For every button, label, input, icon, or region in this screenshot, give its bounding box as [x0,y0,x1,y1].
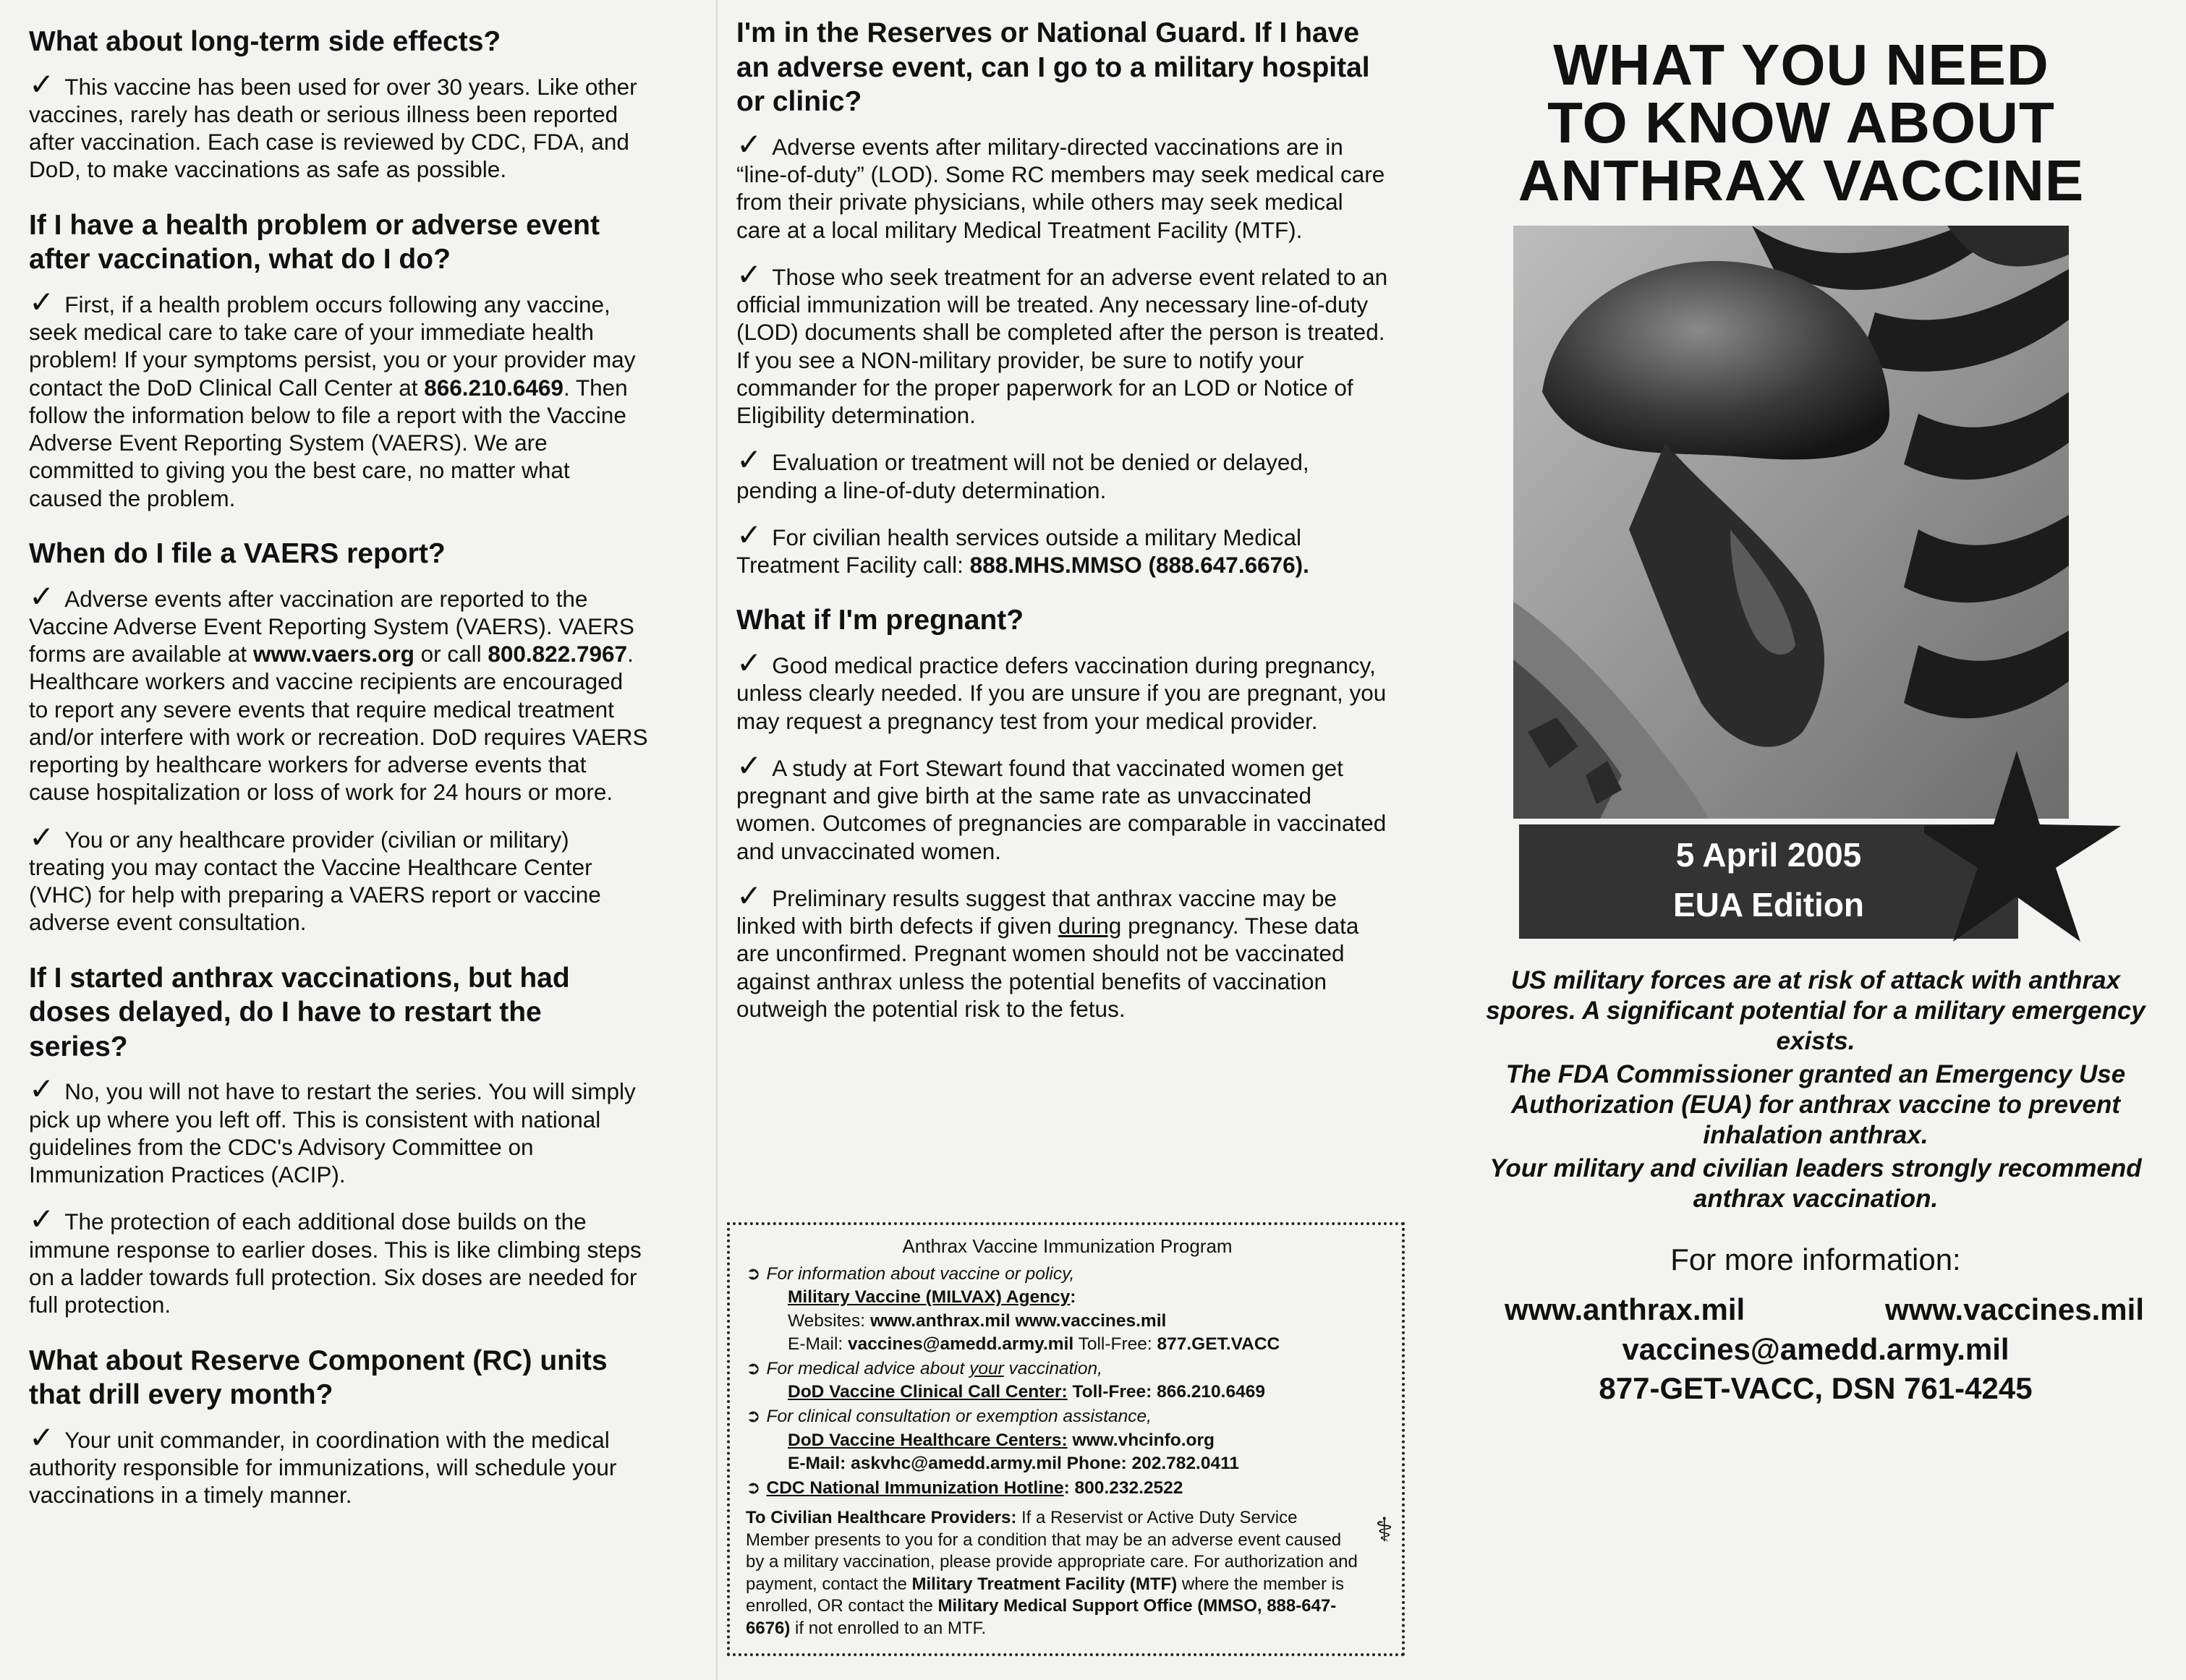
section-pregnant [736,603,1389,1023]
bullet-item [736,516,1389,579]
bullet-text: A study at Fort Stewart found that vaccinated women get pregnant and give birth at the same rate as unvaccinated women. Outcomes of pregnancies are comparable in vaccinated and unvaccinated women. [736,754,1387,864]
vhc-contact: E-Mail: askvhc@amedd.army.mil Phone: 202.782.0411 [788,1454,1239,1474]
cdc-hotline-link[interactable]: CDC National Immunization Hotline [766,1478,1064,1498]
bullet-item [736,256,1389,430]
anthrax-website[interactable]: www.anthrax.mil [1505,1292,1745,1326]
star-icon [1924,745,2127,947]
box-title: Anthrax Vaccine Immunization Program [902,1235,1233,1257]
entry-intro: For clinical consultation or exemption assistance, [766,1407,1152,1427]
arrow-bullet-icon: ➲ [746,1357,761,1378]
call-center-link[interactable]: DoD Vaccine Clinical Call Center: [788,1382,1068,1402]
label: E-Mail: [788,1334,849,1355]
note-bold: Military Medical Support Office (MMSO, 888-647-6676) [746,1596,1337,1638]
bullet-text: No, you will not have to restart the series. You will simply pick up where you left off. This is consistent with national guidelines from the CDC's Advisory Committee on Immunization Practices (ACIP). [29,1078,636,1188]
milvax-email[interactable]: vaccines@amedd.army.mil [848,1334,1074,1355]
bullet-item [736,877,1389,1023]
bullet-text: You or any healthcare provider (civilian or military) treating you may contact the Vaccine Healthcare Center (VHC) for help with preparing a VAERS report or vaccine adverse event consultation. [29,826,601,936]
more-info-label: For more information: [1670,1242,1961,1276]
entry-intro: vaccination, [1003,1358,1102,1378]
milvax-agency-link[interactable]: Military Vaccine (MILVAX) Agency [788,1287,1071,1308]
bullet-text: Good medical practice defers vaccination during pregnancy, unless clearly needed. If you are unsure if you are pregnant, you may request a pregnancy test from your medical provider. [736,652,1387,734]
bullet-text: This vaccine has been used for over 30 years. Like other vaccines, rarely has death or serious illness been reported after vaccination. Each case is reviewed by CDC, FDA, and DoD, to make vaccinations as safe as possible. [29,73,637,183]
bullet-item [736,645,1389,735]
check-mark-icon: ✓ [736,442,762,478]
recommendation-text: Your military and civilian leaders strongly recommend anthrax vaccination. [1489,1154,2142,1213]
check-mark-icon: ✓ [29,1071,55,1107]
vhc-website[interactable]: www.vhcinfo.org [1067,1430,1215,1450]
underlined-word: your [969,1358,1004,1378]
section-reserve-component [29,1344,648,1509]
entry-intro: For information about vaccine or policy, [766,1263,1075,1284]
soldier-flag-photo [1513,226,2069,819]
box-entry-milvax [746,1262,1389,1357]
check-mark-icon: ✓ [736,747,762,783]
box-entry-cdc [746,1476,1389,1501]
vaers-phone: 800.822.7967 [488,641,628,668]
cover-title [1468,33,2134,213]
check-mark-icon: ✓ [736,516,762,553]
check-mark-icon: ✓ [29,1419,55,1455]
section-heading: What about Reserve Component (RC) units that drill every month? [29,1344,608,1411]
bullet-text: Preliminary results suggest that anthrax vaccine may be linked with birth defects if given [736,884,1337,939]
check-mark-icon: ✓ [736,126,762,162]
section-health-problem [29,208,648,512]
check-mark-icon: ✓ [736,256,762,292]
section-heading: If I started anthrax vaccinations, but had doses delayed, do I have to restart the series? [29,962,570,1062]
edition-name: EUA Edition [1672,886,1865,924]
eua-text: The FDA Commissioner granted an Emergency Use Authorization (EUA) for anthrax vaccine to prevent inhalation anthrax. [1505,1060,2126,1149]
section-heading: What about long-term side effects? [29,26,501,57]
section-reserves-guard [736,16,1389,579]
title-line: ANTHRAX VACCINE [1518,148,2085,213]
bullet-text: Adverse events after military-directed vaccinations are in “line-of-duty” (LOD). Some RC members may seek medical care from their private physicians, while others may seek medical care at a local military Medical Treatment Facility (MTF). [736,133,1385,243]
milvax-websites[interactable]: www.anthrax.mil www.vaccines.mil [869,1310,1167,1331]
bullet-item [29,1201,648,1318]
check-mark-icon: ✓ [29,819,55,855]
website-row [1483,1290,2148,1330]
bullet-text: The protection of each additional dose builds on the immune response to earlier doses. This is like climbing steps on a ladder towards full protection. Six doses are needed for full protection. [29,1208,642,1318]
risk-statement [1483,965,2148,1217]
bullet-item [736,126,1389,244]
bullet-text: First, if a health problem occurs following any vaccine, seek medical care to take care of your immediate health problem! If your symptoms persist, you or your provider may contact the DoD Clinical Call Center at [29,291,636,401]
label: Toll-Free: [1073,1334,1157,1355]
entry-intro: For medical advice about [766,1358,970,1378]
bullet-text: Evaluation or treatment will not be denied or delayed, pending a line-of-duty determination. [736,449,1309,503]
note-label: To Civilian Healthcare Providers: [746,1508,1017,1528]
bullet-text: or call [414,641,488,668]
section-doses-delayed [29,961,648,1319]
underlined-word: during [1058,913,1122,939]
bullet-text: . Then follow the information below to file a report with the Vaccine Adverse Event Reporting System (VAERS). We are committed to giving you the best care, no matter what caused the problem. [29,374,628,511]
note-text: If a Reservist or Active Duty Service Member presents to you for a condition that may be an adverse event caused by a military vaccination, please provide appropriate care. For authorization and payment, contact the [746,1508,1358,1594]
bullet-item [29,66,648,184]
vaccines-website[interactable]: www.vaccines.mil [1885,1292,2144,1326]
milvax-tollfree: 877.GET.VACC [1157,1334,1280,1355]
photo-illustration [1513,226,2069,819]
bullet-item [29,1419,648,1509]
section-vaers-report [29,537,648,937]
call-center-tollfree: Toll-Free: 866.210.6469 [1067,1382,1265,1402]
contact-phone: 877-GET-VACC, DSN 761-4245 [1599,1371,2033,1406]
label: Websites: [788,1310,870,1331]
bullet-text: Adverse events after vaccination are reported to the Vaccine Adverse Event Reporting System (VAERS). VAERS forms are available at [29,585,634,668]
check-mark-icon: ✓ [29,283,55,320]
title-line: WHAT YOU NEED [1553,33,2049,97]
call-center-phone: 866.210.6469 [424,374,563,401]
bullet-text: . Healthcare workers and vaccine recipients are encouraged to report any severe events that require medical treatment and/or interfere with work or recreation. DoD requires VAERS reporting by healthcare workers for adverse events that cause hospitalization or loss of work for 24 hours or more. [29,641,648,806]
section-heading: When do I file a VAERS report? [29,537,446,569]
arrow-bullet-icon: ➲ [746,1405,761,1427]
section-long-term-side-effects [29,25,648,184]
bullet-item [736,442,1389,504]
mmso-phone: 888.MHS.MMSO (888.647.6676). [969,552,1309,579]
vaers-website: www.vaers.org [252,641,414,668]
bullet-item [29,1071,648,1188]
title-line: TO KNOW ABOUT [1547,90,2055,155]
bullet-item [736,747,1389,865]
immunization-program-box [727,1222,1405,1656]
check-mark-icon: ✓ [736,645,762,681]
note-bold: Military Treatment Facility (MTF) [911,1574,1178,1594]
civilian-providers-note [746,1507,1389,1640]
box-entry-vhc [746,1404,1389,1476]
check-mark-icon: ✓ [29,578,55,614]
check-mark-icon: ✓ [736,877,762,913]
check-mark-icon: ✓ [29,1201,55,1237]
note-text: where the member is enrolled, OR contact the [746,1574,1344,1616]
bullet-text: pregnancy. These data are unconfirmed. Pregnant women should not be vaccinated against anthrax unless the potential benefits of vaccination outweigh the potential risk to the fetus. [736,913,1359,1022]
section-heading: I'm in the Reserves or National Guard. If I have an adverse event, can I go to a military hospital or clinic? [736,17,1370,118]
box-entry-call-center [746,1357,1389,1404]
risk-text: US military forces are at risk of attack with anthrax spores. A significant potential for a military emergency exists. [1486,966,2145,1055]
caduceus-icon: ⚕ [1375,1509,1393,1549]
bullet-text: Those who seek treatment for an adverse event related to an official immunization will be treated. Any necessary line-of-duty (LOD) documents shall be completed after the person is treated. If you see a NON-military provider, be sure to notify your commander for the proper paperwork for an LOD or Notice of Eligibility determination. [736,263,1388,429]
arrow-bullet-icon: ➲ [746,1262,761,1284]
section-heading: If I have a health problem or adverse event after vaccination, what do I do? [29,209,600,276]
bullet-item [29,283,648,512]
bullet-text: For civilian health services outside a military Medical Treatment Facility call: [736,524,1301,579]
bullet-item [29,578,648,806]
colon: : [1070,1287,1076,1308]
bullet-text: Your unit commander, in coordination with the medical authority responsible for immunizations, will schedule your vaccinations in a timely manner. [29,1426,617,1509]
panel-left [0,0,673,1680]
arrow-bullet-icon: ➲ [746,1476,761,1498]
cdc-hotline-phone: : 800.232.2522 [1063,1478,1183,1498]
bullet-item [29,819,648,937]
contact-email[interactable]: vaccines@amedd.army.mil [1622,1331,2009,1366]
note-text: if not enrolled to an MTF. [790,1618,987,1638]
section-heading: What if I'm pregnant? [736,605,1024,636]
check-mark-icon: ✓ [29,66,55,102]
edition-date: 5 April 2005 [1675,836,1862,874]
vhc-link[interactable]: DoD Vaccine Healthcare Centers: [788,1430,1068,1450]
more-information [1483,1242,2148,1409]
